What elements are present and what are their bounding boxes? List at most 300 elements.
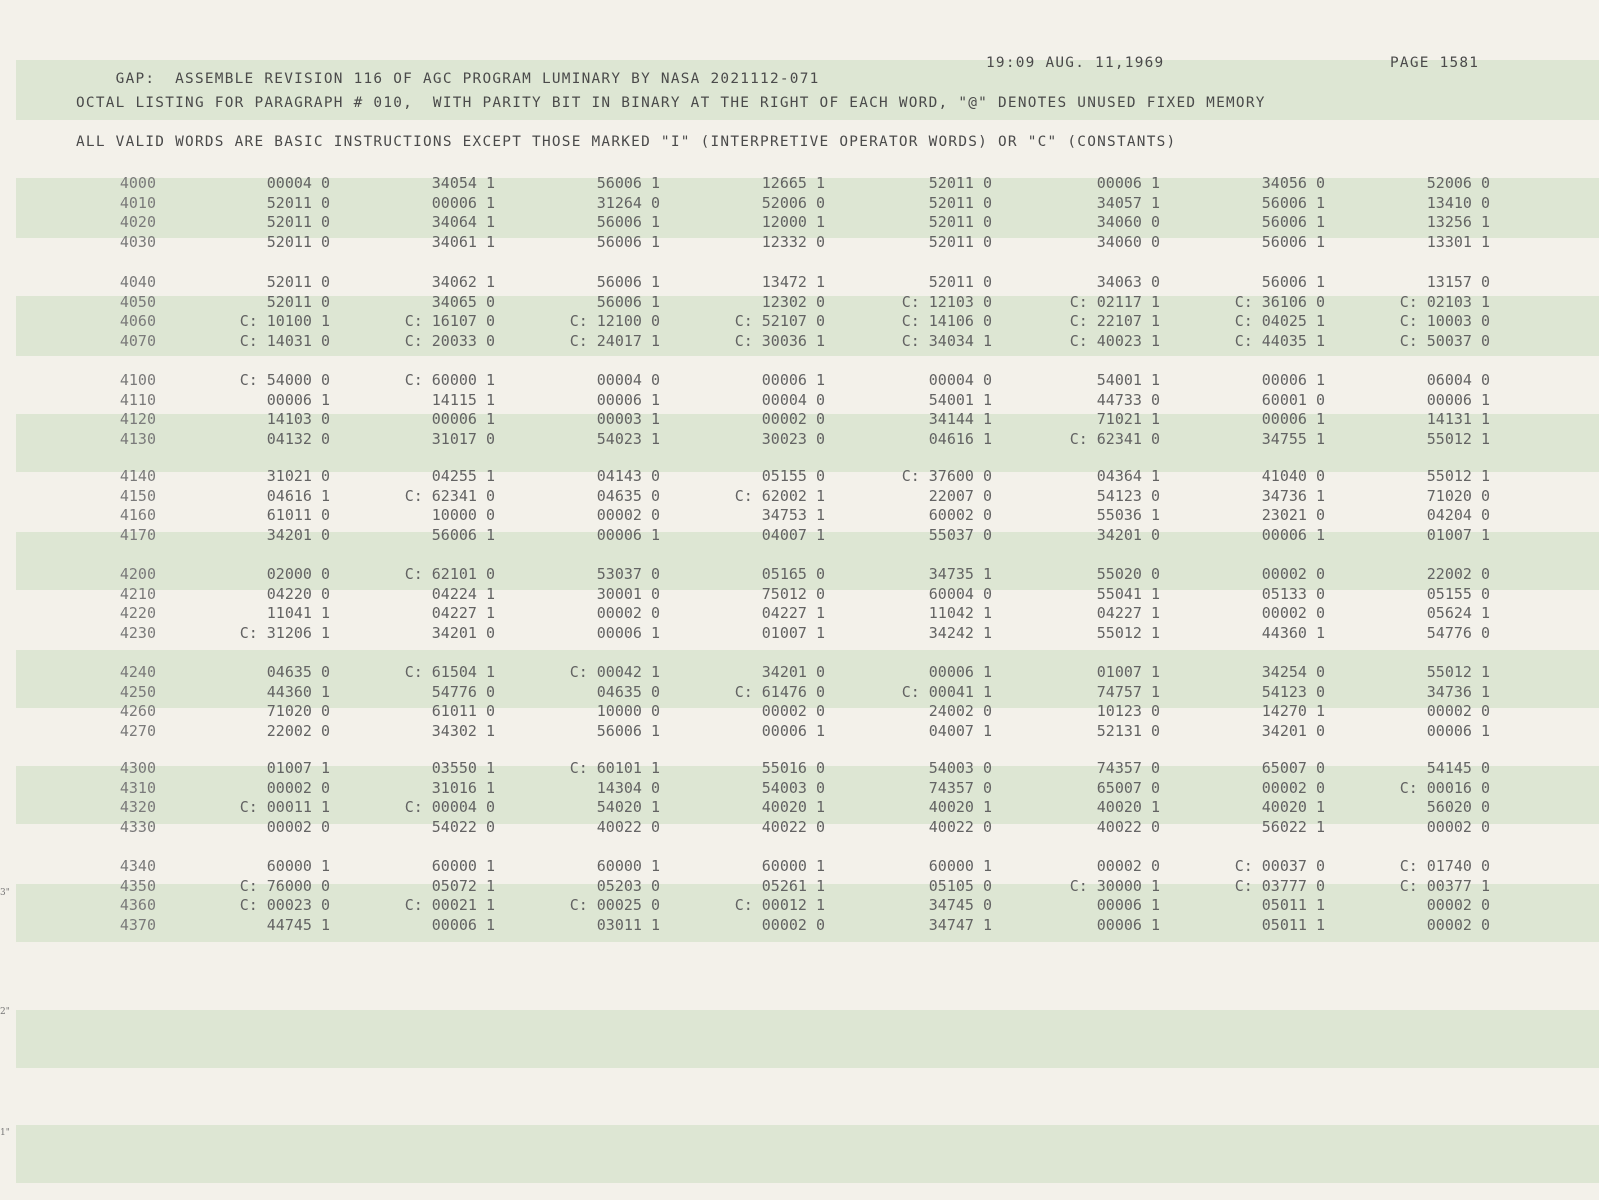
octal-word: 05072 1 [431,876,495,895]
listing-row [0,876,1599,896]
row-address: 4350 [119,876,156,895]
octal-word: 04224 1 [431,584,495,603]
row-address: 4330 [119,818,156,837]
header-page-number: PAGE 1581 [1390,55,1480,71]
octal-word: 00002 0 [1261,565,1325,583]
octal-word: 12302 0 [761,292,825,311]
octal-word: 44733 0 [1096,390,1160,409]
row-address: 4160 [119,506,156,525]
margin-mark: 2" [0,1007,10,1017]
octal-word: 00002 0 [266,818,330,837]
octal-word: C: 30000 1 [1069,876,1160,895]
header-line-2: OCTAL LISTING FOR PARAGRAPH # 010, WITH PARITY BIT IN BINARY AT THE RIGHT OF EACH WORD, "@" DENOTES UNUSED FIXED MEMORY [76,95,1266,111]
row-address: 4340 [119,857,156,875]
octal-word: 12665 1 [761,174,825,192]
listing-row [0,292,1599,312]
row-address: 4120 [119,410,156,429]
octal-word: 44360 1 [266,682,330,701]
octal-word: C: 40023 1 [1069,332,1160,351]
octal-word: 00006 1 [1261,526,1325,545]
listing-row [0,525,1599,545]
octal-word: C: 00011 1 [239,798,330,817]
row-address: 4360 [119,896,156,915]
listing-row [0,584,1599,604]
octal-word: 34057 1 [1096,193,1160,212]
octal-word: 30001 0 [596,584,660,603]
octal-word: 22007 0 [928,486,992,505]
octal-word: 01007 1 [1096,663,1160,681]
octal-word: 31016 1 [431,778,495,797]
octal-word: 00002 0 [1426,916,1490,935]
octal-word: 04007 1 [928,722,992,741]
octal-word: 56006 1 [596,213,660,232]
octal-word: 56006 1 [1261,193,1325,212]
octal-word: 60000 1 [596,857,660,875]
row-address: 4230 [119,624,156,643]
octal-word: 56006 1 [596,174,660,192]
octal-word: 60000 1 [761,857,825,875]
row-address: 4300 [119,759,156,777]
octal-word: 56006 1 [1261,273,1325,291]
octal-word: C: 01740 0 [1399,857,1490,875]
octal-word: 22002 0 [1426,565,1490,583]
octal-word: C: 00042 1 [569,663,660,681]
octal-word: 74357 0 [928,778,992,797]
octal-word: 00002 0 [1426,702,1490,721]
octal-word: C: 60000 1 [404,371,495,389]
octal-word: C: 54000 0 [239,371,330,389]
octal-word: 54003 0 [928,759,992,777]
octal-word: C: 61504 1 [404,663,495,681]
octal-word: 04364 1 [1096,467,1160,485]
octal-word: 04255 1 [431,467,495,485]
octal-word: 40022 0 [1096,818,1160,837]
octal-word: 52011 0 [266,213,330,232]
octal-word: C: 31206 1 [239,624,330,643]
octal-word: 00006 1 [431,916,495,935]
octal-word: 52011 0 [266,273,330,291]
octal-word: 44745 1 [266,916,330,935]
octal-word: 56006 1 [596,233,660,252]
octal-word: 05165 0 [761,565,825,583]
octal-word: 34061 1 [431,233,495,252]
row-address: 4250 [119,682,156,701]
octal-word: C: 61476 0 [734,682,825,701]
octal-word: 54022 0 [431,818,495,837]
octal-word: 34056 0 [1261,174,1325,192]
octal-word: 34201 0 [1096,526,1160,545]
octal-word: 40020 1 [928,798,992,817]
octal-word: C: 12103 0 [901,292,992,311]
octal-word: 56006 1 [1261,233,1325,252]
listing-row [0,212,1599,232]
octal-word: 54776 0 [1426,624,1490,643]
octal-word: 60001 0 [1261,390,1325,409]
row-address: 4150 [119,486,156,505]
octal-word: C: 12100 0 [569,312,660,331]
octal-word: 52006 0 [1426,174,1490,192]
octal-word: C: 04025 1 [1234,312,1325,331]
octal-word: 52011 0 [266,292,330,311]
octal-word: 30023 0 [761,430,825,449]
octal-word: 34736 1 [1261,486,1325,505]
octal-word: 05203 0 [596,876,660,895]
listing-row [0,505,1599,525]
row-address: 4220 [119,604,156,623]
octal-word: 04143 0 [596,467,660,485]
octal-word: 00006 1 [596,624,660,643]
listing-row [0,173,1599,193]
octal-word: 55012 1 [1096,624,1160,643]
octal-word: 12000 1 [761,213,825,232]
octal-word: C: 00025 0 [569,896,660,915]
octal-word: 00004 0 [928,371,992,389]
octal-word: 44360 1 [1261,624,1325,643]
octal-word: 05155 0 [1426,584,1490,603]
octal-word: 00006 1 [1096,174,1160,192]
octal-word: 31021 0 [266,467,330,485]
octal-word: 54001 1 [1096,371,1160,389]
octal-word: 04007 1 [761,526,825,545]
octal-word: 34201 0 [1261,722,1325,741]
octal-word: C: 60101 1 [569,759,660,777]
octal-word: C: 34034 1 [901,332,992,351]
octal-word: 55016 0 [761,759,825,777]
row-address: 4170 [119,526,156,545]
octal-word: 61011 0 [431,702,495,721]
row-address: 4310 [119,778,156,797]
row-address: 4030 [119,233,156,252]
listing-row [0,758,1599,778]
octal-word: C: 00012 1 [734,896,825,915]
octal-word: 05133 0 [1261,584,1325,603]
octal-word: 55012 1 [1426,430,1490,449]
octal-word: 00006 1 [266,390,330,409]
octal-word: 54145 0 [1426,759,1490,777]
octal-word: 56006 1 [596,273,660,291]
octal-word: 00003 1 [596,410,660,429]
octal-word: 52011 0 [266,233,330,252]
octal-word: 34302 1 [431,722,495,741]
octal-word: C: 00037 0 [1234,857,1325,875]
octal-word: 13301 1 [1426,233,1490,252]
octal-word: 61011 0 [266,506,330,525]
octal-word: C: 76000 0 [239,876,330,895]
octal-word: 00006 1 [1096,916,1160,935]
listing-row [0,390,1599,410]
octal-word: 13256 1 [1426,213,1490,232]
octal-word: 10123 0 [1096,702,1160,721]
octal-word: 00002 0 [1426,896,1490,915]
octal-word: 12332 0 [761,233,825,252]
listing-row [0,856,1599,876]
octal-word: 01007 1 [761,624,825,643]
listing-row [0,623,1599,643]
header-line-3: ALL VALID WORDS ARE BASIC INSTRUCTIONS EXCEPT THOSE MARKED "I" (INTERPRETIVE OPERATOR WORDS) OR "C" (CONSTANTS) [76,134,1177,150]
octal-word: 05155 0 [761,467,825,485]
octal-word: 10000 0 [596,702,660,721]
octal-word: C: 00377 1 [1399,876,1490,895]
octal-word: 34755 1 [1261,430,1325,449]
listing-row [0,682,1599,702]
octal-word: 54020 1 [596,798,660,817]
octal-word: 40022 0 [928,818,992,837]
octal-word: 00006 1 [761,722,825,741]
octal-word: 00004 0 [761,390,825,409]
octal-word: 55020 0 [1096,565,1160,583]
octal-word: 74757 1 [1096,682,1160,701]
octal-word: 55036 1 [1096,506,1160,525]
listing-row [0,817,1599,837]
octal-word: 34201 0 [431,624,495,643]
octal-word: 55037 0 [928,526,992,545]
octal-word: 00002 0 [596,604,660,623]
octal-word: 34065 0 [431,292,495,311]
listing-row [0,662,1599,682]
octal-word: C: 62002 1 [734,486,825,505]
octal-word: C: 02117 1 [1069,292,1160,311]
octal-word: 60002 0 [928,506,992,525]
octal-word: 02000 0 [266,565,330,583]
octal-word: 00002 0 [1261,604,1325,623]
octal-word: 00006 1 [431,410,495,429]
octal-word: 34201 0 [761,663,825,681]
octal-word: 04616 1 [266,486,330,505]
octal-word: 00004 0 [596,371,660,389]
octal-word: 71020 0 [1426,486,1490,505]
octal-word: 56020 0 [1426,798,1490,817]
row-address: 4370 [119,916,156,935]
octal-word: 71021 1 [1096,410,1160,429]
octal-word: 24002 0 [928,702,992,721]
row-address: 4020 [119,213,156,232]
octal-word: 40022 0 [596,818,660,837]
octal-word: 60004 0 [928,584,992,603]
octal-word: 01007 1 [1426,526,1490,545]
row-address: 4040 [119,273,156,291]
octal-word: C: 44035 1 [1234,332,1325,351]
octal-word: 71020 0 [266,702,330,721]
octal-word: C: 37600 0 [901,467,992,485]
octal-word: 74357 0 [1096,759,1160,777]
listing-row [0,721,1599,741]
octal-word: 03550 1 [431,759,495,777]
octal-word: 04227 1 [1096,604,1160,623]
octal-word: 41040 0 [1261,467,1325,485]
octal-word: 04227 1 [761,604,825,623]
octal-word: 05011 1 [1261,916,1325,935]
octal-word: 04635 0 [596,486,660,505]
octal-word: 14270 1 [1261,702,1325,721]
row-address: 4060 [119,312,156,331]
octal-word: C: 22107 1 [1069,312,1160,331]
octal-word: 56006 1 [431,526,495,545]
octal-word: 34060 0 [1096,233,1160,252]
octal-word: 04204 0 [1426,506,1490,525]
octal-word: 40020 1 [1096,798,1160,817]
octal-word: C: 02103 1 [1399,292,1490,311]
octal-word: C: 20033 0 [404,332,495,351]
row-address: 4100 [119,371,156,389]
octal-word: 53037 0 [596,565,660,583]
octal-word: 03011 1 [596,916,660,935]
octal-word: 00002 0 [761,916,825,935]
octal-word: 60000 1 [266,857,330,875]
octal-word: 54001 1 [928,390,992,409]
listing-row [0,701,1599,721]
row-address: 4270 [119,722,156,741]
octal-word: 22002 0 [266,722,330,741]
octal-word: 13410 0 [1426,193,1490,212]
octal-word: 34060 0 [1096,213,1160,232]
octal-word: C: 30036 1 [734,332,825,351]
margin-mark: 3" [0,888,10,898]
octal-word: 00006 1 [1426,390,1490,409]
margin-mark: 1" [0,1128,10,1138]
octal-word: 04227 1 [431,604,495,623]
octal-word: 52006 0 [761,193,825,212]
octal-word: 56006 1 [596,292,660,311]
listing-row [0,409,1599,429]
octal-word: 60000 1 [928,857,992,875]
listing-row [0,193,1599,213]
octal-word: 14103 0 [266,410,330,429]
listing-row [0,331,1599,351]
octal-word: 60000 1 [431,857,495,875]
row-address: 4130 [119,430,156,449]
octal-word: 00006 1 [761,371,825,389]
octal-word: C: 10003 0 [1399,312,1490,331]
listing-row [0,895,1599,915]
row-address: 4140 [119,467,156,485]
octal-word: C: 52107 0 [734,312,825,331]
octal-word: 05261 1 [761,876,825,895]
octal-word: C: 16107 0 [404,312,495,331]
octal-word: 56022 1 [1261,818,1325,837]
octal-word: 34747 1 [928,916,992,935]
octal-word: 00002 0 [1261,778,1325,797]
octal-word: C: 03777 0 [1234,876,1325,895]
octal-word: C: 24017 1 [569,332,660,351]
octal-word: 34745 0 [928,896,992,915]
octal-word: 34064 1 [431,213,495,232]
row-address: 4320 [119,798,156,817]
octal-word: 00006 1 [596,390,660,409]
octal-word: 13157 0 [1426,273,1490,291]
listing-row [0,603,1599,623]
octal-word: 10000 0 [431,506,495,525]
octal-word: 65007 0 [1096,778,1160,797]
listing-row [0,466,1599,486]
header-line-1 [76,55,820,87]
octal-word: 52011 0 [928,273,992,291]
octal-word: 00006 1 [1426,722,1490,741]
octal-word: 40020 1 [761,798,825,817]
row-address: 4110 [119,390,156,409]
octal-word: C: 62341 0 [1069,430,1160,449]
octal-word: C: 14106 0 [901,312,992,331]
listing-row [0,797,1599,817]
octal-word: 34254 0 [1261,663,1325,681]
octal-word: C: 00023 0 [239,896,330,915]
listing-row [0,272,1599,292]
octal-word: 04220 0 [266,584,330,603]
listing-row [0,370,1599,390]
octal-word: 52011 0 [928,213,992,232]
row-address: 4210 [119,584,156,603]
listing-row [0,778,1599,798]
octal-word: 04635 0 [596,682,660,701]
octal-word: C: 62341 0 [404,486,495,505]
octal-word: 11041 1 [266,604,330,623]
octal-word: 52011 0 [928,174,992,192]
octal-word: C: 00021 1 [404,896,495,915]
octal-word: 34242 1 [928,624,992,643]
octal-word: 00004 0 [266,174,330,192]
octal-word: 05624 1 [1426,604,1490,623]
octal-word: 34062 1 [431,273,495,291]
listing-row [0,915,1599,935]
octal-word: 54003 0 [761,778,825,797]
row-address: 4010 [119,193,156,212]
octal-word: 52011 0 [266,193,330,212]
octal-word: 54123 0 [1096,486,1160,505]
octal-word: 00002 0 [761,702,825,721]
octal-word: 34054 1 [431,174,495,192]
octal-word: 40022 0 [761,818,825,837]
row-address: 4200 [119,565,156,583]
octal-word: 23021 0 [1261,506,1325,525]
octal-word: 54023 1 [596,430,660,449]
octal-word: 55012 1 [1426,663,1490,681]
header-title: GAP: ASSEMBLE REVISION 116 OF AGC PROGRAM LUMINARY BY NASA 2021112-071 [115,71,820,87]
row-address: 4050 [119,292,156,311]
octal-word: 31264 0 [596,193,660,212]
octal-word: 56006 1 [1261,213,1325,232]
octal-word: 54776 0 [431,682,495,701]
paper-band [16,1125,1599,1183]
octal-word: 34753 1 [761,506,825,525]
octal-word: 55012 1 [1426,467,1490,485]
octal-word: 14131 1 [1426,410,1490,429]
octal-word: C: 14031 0 [239,332,330,351]
octal-word: 06004 0 [1426,371,1490,389]
octal-word: 75012 0 [761,584,825,603]
listing-row [0,232,1599,252]
octal-word: 00006 1 [1261,410,1325,429]
row-address: 4070 [119,332,156,351]
octal-word: 00002 0 [1096,857,1160,875]
octal-word: 00006 1 [1096,896,1160,915]
octal-word: 00002 0 [266,778,330,797]
octal-word: 00006 1 [596,526,660,545]
octal-word: 52011 0 [928,193,992,212]
octal-word: 31017 0 [431,430,495,449]
octal-word: 34735 1 [928,565,992,583]
row-address: 4000 [119,174,156,192]
header-timestamp: 19:09 AUG. 11,1969 [986,55,1165,71]
octal-word: 00002 0 [596,506,660,525]
listing-row [0,311,1599,331]
octal-word: C: 00041 1 [901,682,992,701]
octal-word: 52011 0 [928,233,992,252]
octal-word: 11042 1 [928,604,992,623]
octal-word: C: 50037 0 [1399,332,1490,351]
octal-word: 14115 1 [431,390,495,409]
octal-word: C: 36106 0 [1234,292,1325,311]
octal-word: 01007 1 [266,759,330,777]
octal-word: 04635 0 [266,663,330,681]
